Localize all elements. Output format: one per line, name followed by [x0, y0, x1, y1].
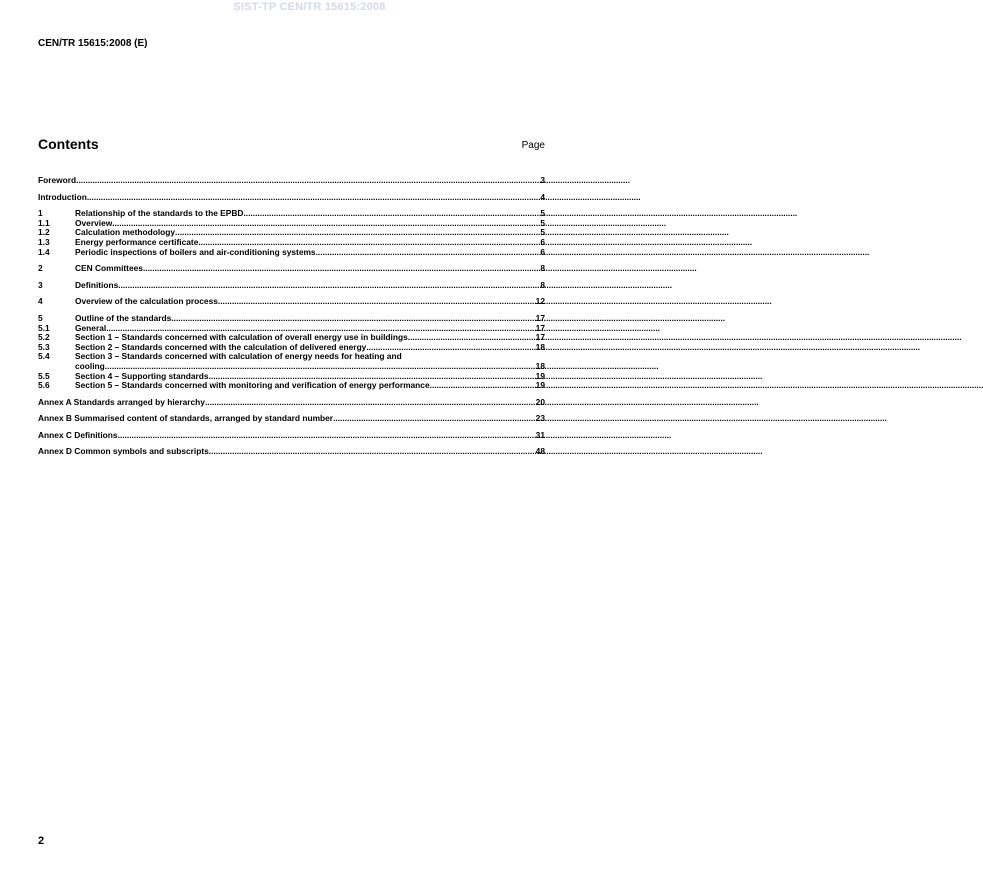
toc-entry-number: 5.6 [38, 380, 50, 391]
toc-entry-page: 6 [540, 246, 545, 257]
toc-entry-title: Calculation methodology [75, 227, 176, 238]
toc-entry-page: 17 [535, 332, 545, 343]
toc-group [38, 193, 545, 203]
toc-entry-number: 5.4 [38, 351, 50, 362]
toc-entry-title: Annex A Standards arranged by hierarchy [38, 396, 205, 407]
toc-entry-page: 5 [540, 227, 545, 238]
toc-entry[interactable] [38, 264, 545, 274]
table-of-contents [38, 176, 545, 464]
toc-group [38, 414, 545, 424]
toc-entry-title: General [75, 322, 107, 333]
toc-group [38, 281, 545, 291]
toc-dot-leader [218, 297, 536, 307]
toc-entry[interactable] [38, 381, 545, 391]
toc-entry-page: 18 [535, 341, 545, 352]
toc-entry-number: 5.1 [38, 322, 50, 333]
toc-entry-page: 18 [535, 360, 545, 371]
toc-entry-title: Section 1 – Standards concerned with calculation of overall energy use in buildings [75, 332, 408, 343]
toc-dot-leader [333, 414, 536, 424]
toc-entry-title: Definitions [75, 279, 119, 290]
toc-entry-title: Energy performance certificate [75, 236, 199, 247]
toc-entry-number: 5.5 [38, 370, 50, 381]
document-id: CEN/TR 15615:2008 (E) [38, 38, 148, 49]
toc-entry-page: 12 [535, 296, 545, 307]
toc-entry-page: 31 [535, 429, 545, 440]
toc-entry-number: 1.3 [38, 236, 50, 247]
toc-entry-number: 1 [38, 208, 43, 219]
toc-entry[interactable] [38, 447, 545, 457]
toc-entry-number: 1.2 [38, 227, 50, 238]
toc-dot-leader [316, 248, 541, 258]
toc-group [38, 176, 545, 186]
toc-entry-number: 2 [38, 263, 43, 274]
toc-dot-leader [143, 264, 540, 274]
toc-group [38, 297, 545, 307]
toc-entry-page: 8 [540, 263, 545, 274]
toc-entry[interactable] [38, 193, 545, 203]
toc-group [38, 398, 545, 408]
toc-group [38, 264, 545, 274]
toc-entry[interactable] [38, 248, 545, 258]
toc-dot-leader [430, 381, 536, 391]
toc-entry-page: 19 [535, 380, 545, 391]
toc-entry-page: 17 [535, 312, 545, 323]
toc-entry[interactable] [38, 176, 545, 186]
toc-dot-leader [209, 447, 536, 457]
toc-dot-leader [118, 281, 540, 291]
toc-dot-leader [205, 398, 536, 408]
toc-entry-page: 3 [540, 175, 545, 185]
toc-entry-title: CEN Committees [75, 263, 143, 274]
toc-entry-page: 5 [540, 217, 545, 228]
toc-entry-page: 5 [540, 208, 545, 219]
toc-entry-number: 5 [38, 312, 43, 323]
toc-group [38, 209, 545, 257]
toc-entry-title: Overview of the calculation process [75, 296, 218, 307]
toc-entry-number: 4 [38, 296, 43, 307]
toc-entry-title: Outline of the standards [75, 312, 172, 323]
toc-entry-page: 20 [535, 396, 545, 407]
toc-entry[interactable] [38, 281, 545, 291]
toc-entry[interactable] [38, 414, 545, 424]
toc-entry-page: 19 [535, 370, 545, 381]
toc-entry-page: 6 [540, 236, 545, 247]
contents-title: Contents [38, 136, 99, 152]
toc-entry-title: Annex B Summarised content of standards, arranged by standard number [38, 413, 334, 424]
toc-entry-title: Section 2 – Standards concerned with the calculation of delivered energy [75, 341, 367, 352]
toc-entry-title: Relationship of the standards to the EPBD [75, 208, 244, 219]
toc-entry-number: 3 [38, 279, 43, 290]
toc-group [38, 447, 545, 457]
toc-entry-title: Annex D Common symbols and subscripts [38, 446, 209, 457]
toc-entry-number: 5.2 [38, 332, 50, 343]
toc-entry-number: 1.4 [38, 246, 50, 257]
toc-entry[interactable] [38, 398, 545, 408]
toc-entry-title: Introduction [38, 191, 87, 202]
toc-group [38, 431, 545, 441]
page-column-label: Page [521, 140, 545, 151]
toc-dot-leader [76, 176, 540, 186]
toc-entry-title-continuation: cooling [75, 360, 105, 371]
toc-entry[interactable] [38, 297, 545, 307]
toc-entry-page: 17 [535, 322, 545, 333]
toc-entry-number: 5.3 [38, 341, 50, 352]
toc-dot-leader [87, 193, 540, 203]
toc-group [38, 314, 545, 391]
toc-entry-title: Annex C Definitions [38, 429, 118, 440]
toc-entry-number: 1.1 [38, 217, 50, 228]
toc-entry-title: Foreword [38, 175, 77, 185]
toc-entry-title: Overview [75, 217, 113, 228]
toc-dot-leader [118, 431, 536, 441]
toc-entry-title: Section 5 – Standards concerned with monitoring and verification of energy performance [75, 380, 430, 391]
toc-entry[interactable] [38, 431, 545, 441]
toc-entry-page: 23 [535, 413, 545, 424]
toc-entry-page: 4 [540, 191, 545, 202]
toc-entry-page: 8 [540, 279, 545, 290]
page-number: 2 [38, 835, 45, 847]
toc-entry-page: 48 [535, 446, 545, 457]
toc-entry-title: Section 3 – Standards concerned with calculation of energy needs for heating and [75, 351, 402, 362]
watermark: SIST-TP CEN/TR 15615:2008 [233, 1, 386, 13]
toc-entry-title: Section 4 – Supporting standards [75, 370, 209, 381]
toc-entry-title: Periodic inspections of boilers and air-conditioning systems [75, 246, 316, 257]
